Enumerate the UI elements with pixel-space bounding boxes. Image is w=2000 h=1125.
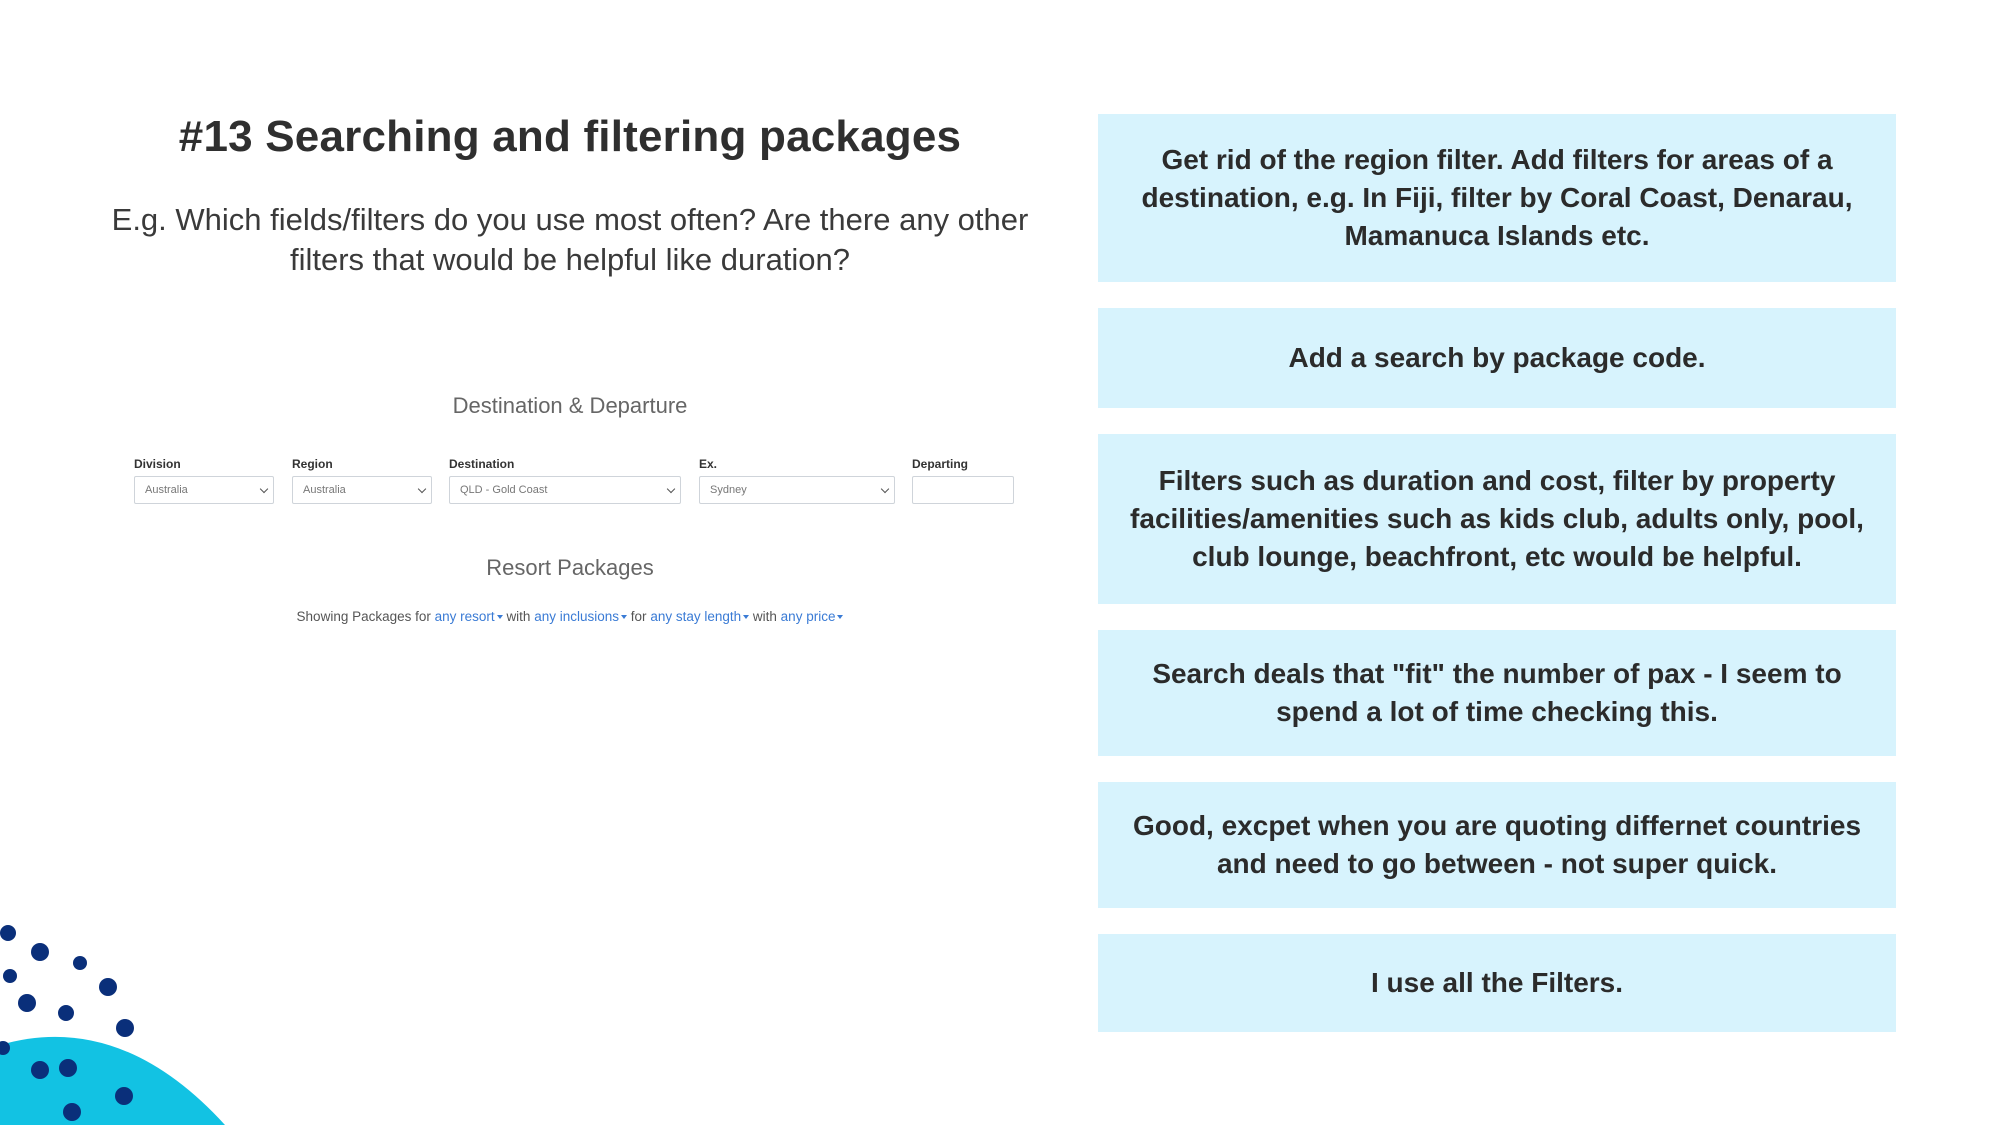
any-price-link[interactable]: any price: [781, 609, 844, 624]
comment-card-5: Good, excpet when you are quoting differnet countries and need to go between - not super quick.: [1098, 782, 1896, 908]
decorative-dots-wave: [0, 890, 260, 1125]
ex-field: [699, 457, 895, 504]
comment-card-4: Search deals that "fit" the number of pax - I seem to spend a lot of time checking this.: [1098, 630, 1896, 756]
chevron-down-icon: [667, 485, 675, 493]
comment-card-3: Filters such as duration and cost, filter by property facilities/amenities such as kids club, adults only, pool, club lounge, beachfront, etc would be helpful.: [1098, 434, 1896, 604]
departing-label: Departing: [912, 457, 969, 471]
showing-for: for: [630, 609, 647, 624]
chevron-down-icon: [260, 485, 268, 493]
ex-value: Sydney: [710, 484, 747, 496]
comment-card-1: Get rid of the region filter. Add filters for areas of a destination, e.g. In Fiji, filter by Coral Coast, Denarau, Mamanuca Islands etc.: [1098, 114, 1896, 282]
comment-card-2: Add a search by package code.: [1098, 308, 1896, 408]
destination-departure-heading: Destination & Departure: [452, 393, 688, 418]
embedded-form-screenshot: [120, 385, 1020, 635]
division-field: [134, 457, 274, 504]
slide-title: #13 Searching and filtering packages: [178, 112, 962, 161]
resort-packages-heading: Resort Packages: [486, 555, 654, 580]
destination-label: Destination: [449, 457, 515, 471]
any-resort-link[interactable]: any resort: [435, 609, 503, 624]
chevron-down-icon: [418, 485, 426, 493]
departing-field: [912, 457, 1014, 504]
showing-prefix: Showing Packages for: [296, 609, 431, 624]
chevron-down-icon: [881, 485, 889, 493]
region-value: Australia: [303, 484, 346, 496]
destination-value: QLD - Gold Coast: [460, 484, 548, 496]
division-label: Division: [134, 457, 181, 471]
caret-down-icon: [743, 615, 749, 619]
destination-select[interactable]: [449, 476, 681, 504]
division-select[interactable]: [134, 476, 274, 504]
comment-card-6: I use all the Filters.: [1098, 934, 1896, 1032]
region-label: Region: [292, 457, 333, 471]
showing-with-2: with: [752, 609, 777, 624]
region-field: [292, 457, 432, 504]
region-select[interactable]: [292, 476, 432, 504]
any-stay-length-link[interactable]: any stay length: [650, 609, 749, 624]
division-value: Australia: [145, 484, 188, 496]
slide-subtitle: E.g. Which fields/filters do you use most often? Are there any other filters that would be helpful like duration?: [111, 202, 1029, 277]
showing-with-1: with: [506, 609, 531, 624]
destination-field: [449, 457, 681, 504]
caret-down-icon: [497, 615, 503, 619]
caret-down-icon: [621, 615, 627, 619]
showing-packages-line: [120, 609, 1020, 624]
caret-down-icon: [837, 615, 843, 619]
ex-label: Ex.: [699, 457, 718, 471]
wave-shape: [0, 1037, 225, 1125]
ex-select[interactable]: [699, 476, 895, 504]
any-inclusions-link[interactable]: any inclusions: [534, 609, 627, 624]
departing-input[interactable]: [912, 476, 1014, 504]
